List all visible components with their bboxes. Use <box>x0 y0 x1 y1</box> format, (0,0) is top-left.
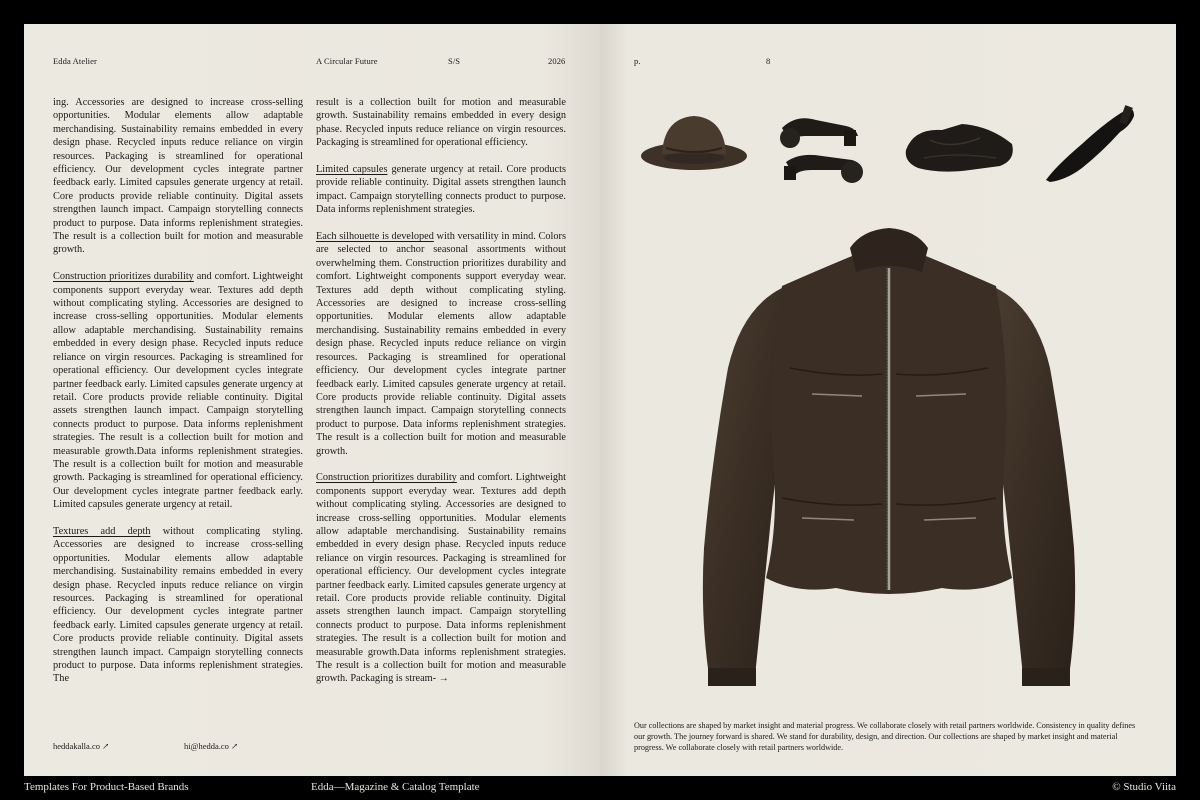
brand-name: Edda Atelier <box>53 56 97 66</box>
image-caption: Our collections are shaped by market insight and material progress. We collaborate closely with retail partners worldwide. Consistency in quality defines our growth. The journey forward is shared. We stand for durability, design, and direction. Our collections are shaped by market insight and material progress. We collaborate closely with retail partners worldwide. <box>634 721 1136 752</box>
paragraph: Construction prioritizes durability and comfort. Lightweight components support everyday wear. Textures add depth without complicating styling. Accessories are designed to increase cross-selling opportunities. Modular elements allow adaptable merchandising. Sustainability remains embedded in every design phase. Recycled inputs reduce reliance on virgin resources. Packaging is streamlined for operational efficiency. Our development cycles integrate partner feedback early. Limited capsules generate urgency at retail. Core products provide reliable continuity. Digital assets strengthen launch impact. Campaign storytelling connects product to purpose. Data informs replenishment strategies. The result is a collection built for motion and measurable growth.Data informs replenishment strategies. The result is a collection built for motion and measurable growth. Packaging is streamlined for operational efficiency. Our development cycles integrate partner feedback early. Limited capsules generate urgency at retail. <box>53 271 303 511</box>
footer-tagline: Templates For Product-Based Brands <box>24 781 189 793</box>
footer-credit: © Studio Viita <box>1112 781 1176 793</box>
paragraph-lead: Each silhouette is developed <box>316 231 434 243</box>
paragraph-lead: Textures add depth <box>53 525 151 537</box>
leather-jacket-image <box>682 228 1096 692</box>
paragraph: Limited capsules generate urgency at retail. Core products provide reliable continuity. Digital assets strengthen launch impact. Campaign storytelling connects product to purpose. Data informs replenishment strategies. <box>316 164 566 216</box>
year-label: 2026 <box>548 56 566 66</box>
left-page <box>24 24 600 776</box>
paragraph: Construction prioritizes durability and comfort. Lightweight components support everyday wear. Textures add depth without complicating styling. Accessories are designed to increase cross-selling opportunities. Modular elements allow adaptable merchandising. Sustainability remains embedded in every design phase. Recycled inputs reduce reliance on virgin resources. Packaging is streamlined for operational efficiency. Our development cycles integrate partner feedback early. Limited capsules generate urgency at retail. Core products provide reliable continuity. Digital assets strengthen launch impact. Campaign storytelling connects product to purpose. Data informs replenishment strategies. The result is a collection built for motion and measurable growth.Data informs replenishment strategies. The result is a collection built for motion and measurable growth. Packaging is stream- → <box>316 472 566 685</box>
template-footer-bar <box>0 776 1200 800</box>
paragraph: ing. Accessories are designed to increase cross-selling opportunities. Modular elements allow adaptable merchandising. Sustainability remains embedded in every design phase. Recycled inputs reduce reliance on virgin resources. Packaging is streamlined for operational efficiency. Our development cycles integrate partner feedback early. Limited capsules generate urgency at retail. Core products provide reliable continuity. Digital assets strengthen launch impact. Campaign storytelling connects product to purpose. Data informs replenishment strategies. The result is a collection built for motion and measurable growth. <box>53 97 303 256</box>
magazine-spread <box>24 24 1176 776</box>
paragraph: result is a collection built for motion and measurable growth. Sustainability remains embedded in every design phase. Recycled inputs reduce reliance on virgin resources. Packaging is streamlined for operational efficiency. <box>316 97 566 149</box>
paragraph-lead: Construction prioritizes durability <box>316 472 457 484</box>
right-page <box>600 24 1176 776</box>
body-column-left <box>53 96 303 699</box>
website-link[interactable]: heddakalla.co ↗ <box>53 741 110 751</box>
email-link[interactable]: hi@hedda.co ↗ <box>184 741 239 751</box>
pointed-mule-image <box>1042 102 1138 186</box>
paragraph-lead: Construction prioritizes durability <box>53 271 194 283</box>
season-label: S/S <box>448 56 461 66</box>
paragraph: Each silhouette is developed with versatility in mind. Colors are selected to anchor seasonal assortments without overwhelming them. Construction prioritizes durability and comfort. Lightweight components support everyday wear. Textures add depth without complicating styling. Accessories are designed to increase cross-selling opportunities. Modular elements allow adaptable merchandising. Sustainability remains embedded in every design phase. Recycled inputs reduce reliance on virgin resources. Packaging is streamlined for operational efficiency. Our development cycles integrate partner feedback early. Limited capsules generate urgency at retail. Core products provide reliable continuity. Digital assets strengthen launch impact. Campaign storytelling connects product to purpose. Data informs replenishment strategies. The result is a collection built for motion and measurable growth. <box>316 231 566 457</box>
platform-sandals-image <box>776 106 868 186</box>
paragraph-lead: Limited capsules <box>316 164 388 176</box>
leather-top-image <box>900 120 1018 174</box>
body-column-right <box>316 96 566 699</box>
issue-title: A Circular Future <box>316 56 378 66</box>
page-number: 8 <box>766 56 771 66</box>
paragraph: Textures add depth without complicating styling. Accessories are designed to increase cross-selling opportunities. Modular elements allow adaptable merchandising. Sustainability remains embedded in every design phase. Recycled inputs reduce reliance on virgin resources. Packaging is streamlined for operational efficiency. Our development cycles integrate partner feedback early. Limited capsules generate urgency at retail. Core products provide reliable continuity. Digital assets strengthen launch impact. Campaign storytelling connects product to purpose. Data informs replenishment strategies. The <box>53 525 303 685</box>
footer-template-name: Edda—Magazine & Catalog Template <box>311 781 480 793</box>
page-label: p. <box>634 56 641 66</box>
bucket-hat-image <box>638 112 750 174</box>
